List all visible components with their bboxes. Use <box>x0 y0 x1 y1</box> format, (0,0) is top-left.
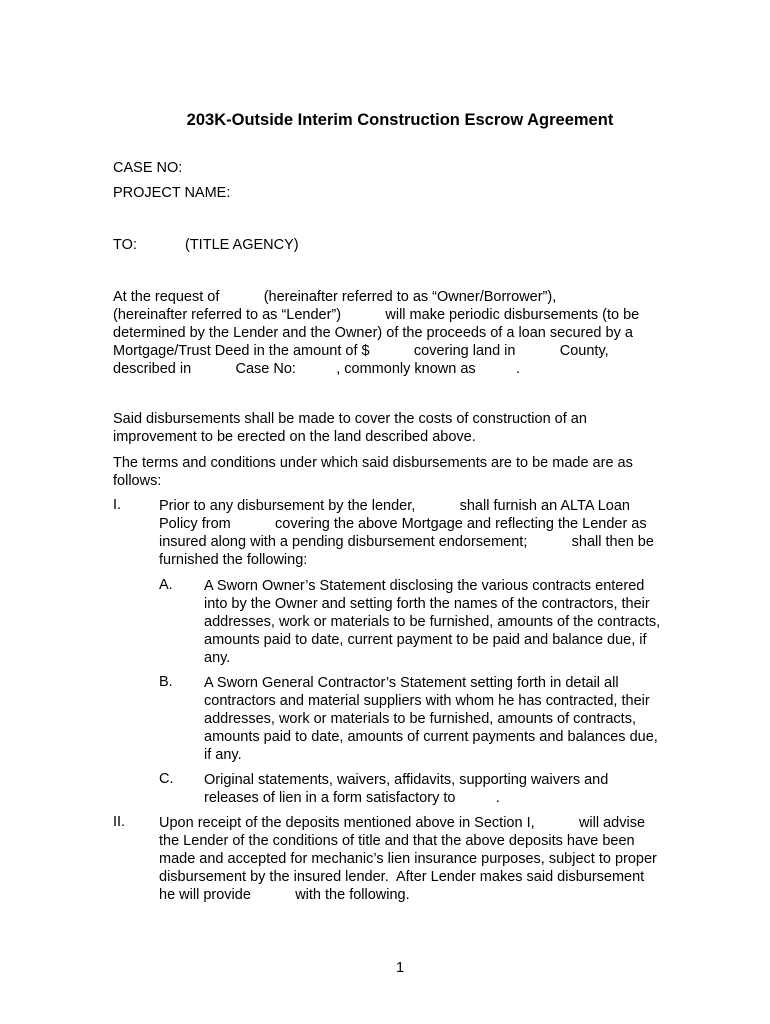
section-text: Prior to any disbursement by the lender, shall furnish an ALTA Loan Policy from covering the above Mortgage and reflecting the Lender as insured along with a pending disbursement endorsement; shall then be furnished the following: <box>159 498 654 568</box>
document-title: 203K-Outside Interim Construction Escrow Agreement <box>186 111 614 129</box>
subsection-text: Original statements, waivers, affidavits, supporting waivers and releases of lien in a form satisfactory to . <box>204 772 609 806</box>
subsection-text: A Sworn Owner’s Statement disclosing the various contracts entered into by the Owner and setting forth the names of the contractors, their addresses, work or materials to be furnished, amounts of the contracts, amounts paid to date, current payment to be paid and balance due, if any. <box>204 578 661 666</box>
section-text: Upon receipt of the deposits mentioned above in Section I, will advise the Lender of the conditions of title and that the above deposits have been made and accepted for mechanic’s lien insurance purposes, subject to proper disbursement by the insured lender. After Lender makes said disbursement he will provide with the following. <box>159 815 657 903</box>
section-marker: II. <box>113 814 126 830</box>
subsection-marker: C. <box>159 771 174 787</box>
section-marker: I. <box>113 497 122 513</box>
to-value: (TITLE AGENCY) <box>185 237 299 253</box>
subsection-marker: B. <box>159 674 173 690</box>
terms-paragraph: The terms and conditions under which said disbursements are to be made are as follows: <box>113 455 633 489</box>
case-no-label: CASE NO: <box>113 160 183 176</box>
project-name-label: PROJECT NAME: <box>113 185 231 201</box>
subsection-text: A Sworn General Contractor’s Statement setting forth in detail all contractors and material suppliers with whom he has contracted, their addresses, work or materials to be furnished, amounts of contracts, amounts paid to date, amounts of current payments and balances due, if any. <box>204 675 658 763</box>
disbursement-paragraph: Said disbursements shall be made to cover the costs of construction of an improvement to be erected on the land described above. <box>113 411 587 445</box>
intro-paragraph: At the request of (hereinafter referred to as “Owner/Borrower”), (hereinafter referred to as “Lender”) will make periodic disbursements (to be determined by the Lender and the Owner) of the proceeds of a loan secured by a Mortgage/Trust Deed in the amount of $ covering land in County, described in Case No: , commonly known as . <box>113 289 640 377</box>
page-number: 1 <box>395 960 405 976</box>
to-label: TO: <box>113 237 137 253</box>
subsection-marker: A. <box>159 577 173 593</box>
